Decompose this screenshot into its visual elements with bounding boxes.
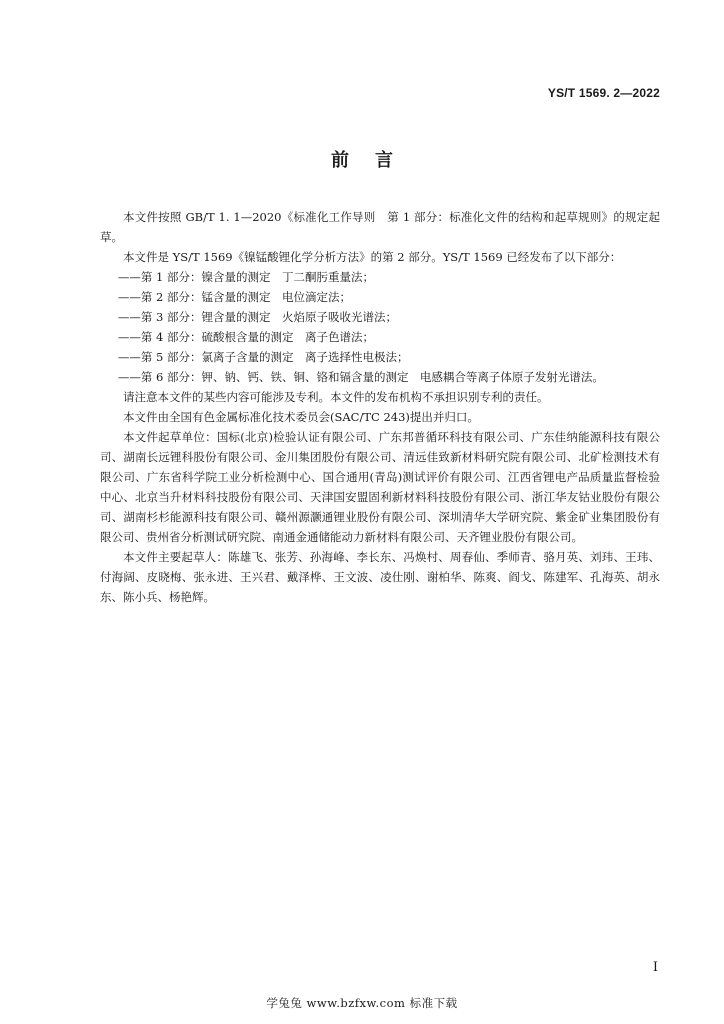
paragraph-patent-notice: 请注意本文件的某些内容可能涉及专利。本文件的发布机构不承担识别专利的责任。 — [123, 390, 549, 404]
footer-watermark-text: 学兔兔 www.bzfxw.com 标准下载 — [266, 996, 458, 1010]
paragraph-drafting-units: 本文件起草单位：国标(北京)检验认证有限公司、广东邦普循环科技有限公司、广东佳纳能源科技有限公司、湖南长远锂科股份有限公司、金川集团股份有限公司、清远佳致新材料研究院有限公司、北矿检测技术有限公司、广东省科学院工业分析检测中心、国合通用(青岛)测试评价有限公司、江西省锂电产品质量监督检验中心、北京当升材料科技股份有限公司、天津国安盟固利新材料科技股份有限公司、浙江华友钴业股份有限公司、湖南杉杉能源科技有限公司、赣州源灏通锂业股份有限公司、深圳清华大学研究院、紫金矿业集团股份有限公司、贵州省分析测试研究院、南通金通储能动力新材料有限公司、天齐锂业股份有限公司。 — [100, 430, 660, 544]
standard-code: YS/T 1569. 2—2022 — [547, 86, 660, 100]
page-title: 前言 — [331, 150, 419, 171]
list-item-part-5: ——第 5 部分：氯离子含量的测定 离子选择性电极法； — [117, 350, 409, 364]
list-item-part-3: ——第 3 部分：锂含量的测定 火焰原子吸收光谱法； — [117, 310, 397, 324]
paragraph-drafting-rules: 本文件按照 GB/T 1. 1—2020《标准化工作导则 第 1 部分：标准化文件的结构和起草规则》的规定起草。 — [100, 210, 660, 244]
paragraph-drafters: 本文件主要起草人：陈雄飞、张芳、孙海峰、李长东、冯焕村、周春仙、季师青、骆月英、刘玮、王玮、付海阔、皮晓梅、张永进、王兴君、戴泽桦、王文波、凌仕刚、谢柏华、陈爽、阎戈、陈建军、孔海英、胡永东、陈小兵、杨艳辉。 — [100, 550, 660, 604]
paragraph-committee: 本文件由全国有色金属标准化技术委员会(SAC/TC 243)提出并归口。 — [123, 410, 479, 424]
list-item-part-2: ——第 2 部分：锰含量的测定 电位滴定法； — [117, 290, 351, 304]
list-item-part-4: ——第 4 部分：硫酸根含量的测定 离子色谱法； — [117, 330, 374, 344]
list-item-part-6: ——第 6 部分：钾、钠、钙、铁、铜、铬和镉含量的测定 电感耦合等离子体原子发射光谱法。 — [117, 370, 604, 384]
page-number: I — [652, 960, 658, 975]
foreword-body — [100, 207, 660, 607]
list-item-part-1: ——第 1 部分：镍含量的测定 丁二酮肟重量法； — [117, 270, 374, 284]
paragraph-part-info: 本文件是 YS/T 1569《镍锰酸锂化学分析方法》的第 2 部分。YS/T 1569 已经发布了以下部分： — [123, 250, 622, 264]
